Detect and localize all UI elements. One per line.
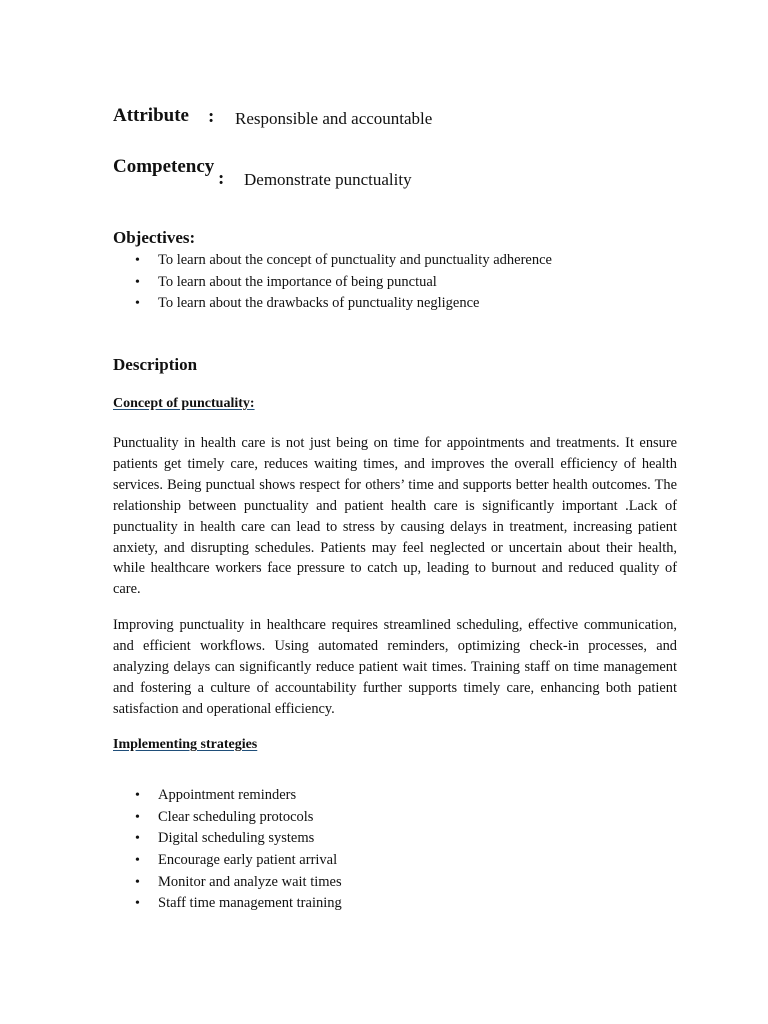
competency-colon: : [218, 168, 225, 189]
attribute-label: Attribute [113, 105, 189, 126]
strategies-list [113, 785, 342, 915]
objective-item: • To learn about the concept of punctuality and punctuality adherence [113, 250, 552, 272]
objectives-list [113, 250, 552, 315]
concept-paragraph-1: Punctuality in health care is not just being on time for appointments and treatments. It ensure patients get timely care, reduces waiting times, and improves the overall efficiency of health services. Being punctual shows respect for others’ time and supports better health outcomes. The relationship between punctuality and patient health care is significantly important .Lack of punctuality in health care can lead to stress by causing delays in treatment, increasing patient anxiety, and disrupting schedules. Patients may feel neglected or uncertain about their health, while healthcare workers face pressure to catch up, leading to burnout and reduced quality of care. [113, 435, 677, 598]
concept-heading: Concept of punctuality: [113, 396, 255, 411]
description-heading: Description [113, 355, 198, 374]
strategy-item: • Encourage early patient arrival [113, 850, 342, 872]
competency-value: Demonstrate punctuality [244, 170, 412, 189]
strategy-item: • Digital scheduling systems [113, 828, 342, 850]
attribute-colon: : [208, 106, 215, 127]
objective-item: • To learn about the drawbacks of punctuality negligence [113, 293, 552, 315]
strategy-item: • Clear scheduling protocols [113, 807, 342, 829]
objectives-heading: Objectives: [113, 228, 196, 247]
strategy-item: • Monitor and analyze wait times [113, 872, 342, 894]
strategy-item: • Appointment reminders [113, 785, 342, 807]
objective-item: • To learn about the importance of being punctual [113, 272, 552, 294]
strategies-heading: Implementing strategies [113, 737, 258, 752]
competency-label: Competency [113, 156, 215, 177]
concept-paragraph-2: Improving punctuality in healthcare requires streamlined scheduling, effective communication, and efficient workflows. Using automated reminders, optimizing check-in processes, and analyzing delays can significantly reduce patient wait times. Training staff on time management and fostering a culture of accountability further supports timely care, enhancing both patient satisfaction and operational efficiency. [113, 617, 677, 717]
attribute-value: Responsible and accountable [235, 109, 433, 128]
strategy-item: • Staff time management training [113, 893, 342, 915]
